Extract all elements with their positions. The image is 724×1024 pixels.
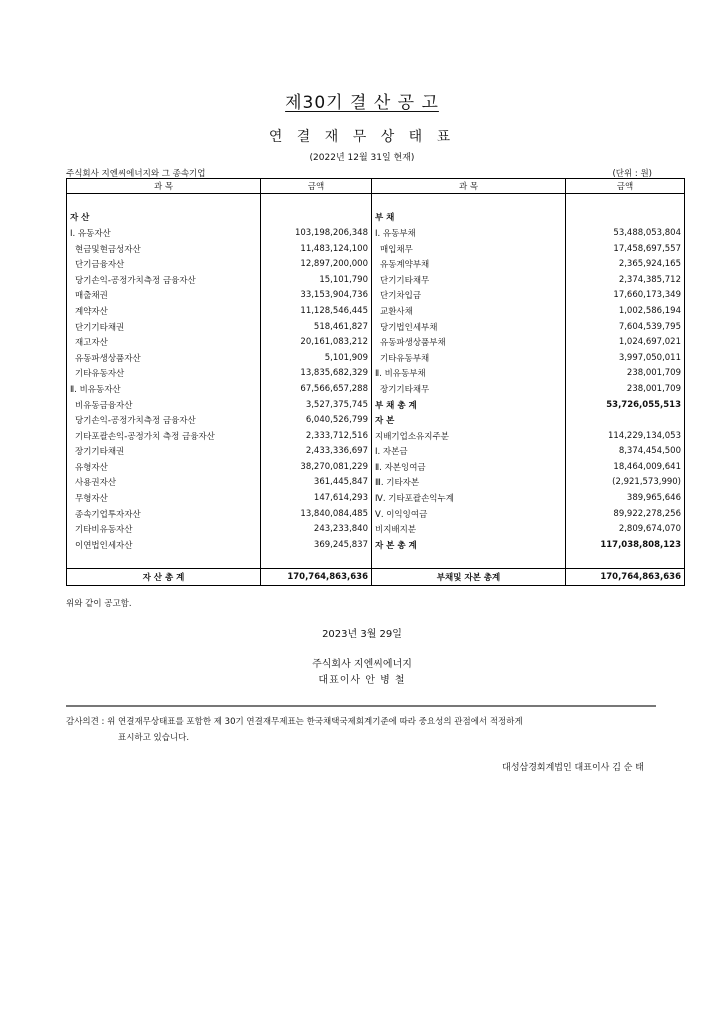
table-row <box>67 272 685 288</box>
amount-right: 2,374,385,712 <box>566 272 685 288</box>
balance-sheet-table <box>66 178 685 586</box>
account-right: 당기법인세부채 <box>372 319 566 335</box>
account-left: 기타포괄손익-공정가치 측정 금융자산 <box>67 428 261 444</box>
header-account-left: 과 목 <box>67 179 261 194</box>
amount-left: 20,161,083,212 <box>261 334 372 350</box>
amount-left: 13,835,682,329 <box>261 366 372 382</box>
table-row <box>67 256 685 272</box>
amount-right: 89,922,278,256 <box>566 506 685 522</box>
amount-right: 7,604,539,795 <box>566 319 685 335</box>
statement-date: (2022년 12월 31일 현재) <box>309 153 415 163</box>
table-row <box>67 366 685 382</box>
table-row <box>67 350 685 366</box>
amount-left: 12,897,200,000 <box>261 256 372 272</box>
account-right: Ⅰ. 유동부채 <box>372 225 566 241</box>
amount-left: 15,101,790 <box>261 272 372 288</box>
amount-right: 238,001,709 <box>566 366 685 382</box>
amount-left: 243,233,840 <box>261 521 372 537</box>
amount-right: 8,374,454,500 <box>566 444 685 460</box>
account-left: 비유동금융자산 <box>67 397 261 413</box>
announcement-title: 제30기 결 산 공 고 <box>285 93 439 113</box>
amount-right <box>566 210 685 226</box>
amount-right: 2,365,924,165 <box>566 256 685 272</box>
amount-right: 17,660,173,349 <box>566 288 685 304</box>
table-row <box>67 381 685 397</box>
amount-right: 114,229,134,053 <box>566 428 685 444</box>
account-left: 사용권자산 <box>67 475 261 491</box>
account-left: Ⅱ. 비유동자산 <box>67 381 261 397</box>
amount-left: 147,614,293 <box>261 490 372 506</box>
amount-left: 3,527,375,745 <box>261 397 372 413</box>
amount-left: 67,566,657,288 <box>261 381 372 397</box>
amount-left: 361,445,847 <box>261 475 372 491</box>
amount-right <box>566 412 685 428</box>
amount-left: 38,270,081,229 <box>261 459 372 475</box>
account-right: Ⅱ. 자본잉여금 <box>372 459 566 475</box>
amount-left: 518,461,827 <box>261 319 372 335</box>
unit-label: (단위 : 원) <box>612 169 652 179</box>
table-row <box>67 490 685 506</box>
amount-left <box>261 210 372 226</box>
account-right: 단기차입금 <box>372 288 566 304</box>
auditor-signature: 대성삼경회계법인 대표이사 김 순 태 <box>502 763 644 773</box>
account-left: 기타유동자산 <box>67 366 261 382</box>
account-left: 현금및현금성자산 <box>67 241 261 257</box>
account-right: Ⅳ. 기타포괄손익누계 <box>372 490 566 506</box>
table-header-row <box>67 179 685 194</box>
gap-row <box>67 553 685 569</box>
spacer-row <box>67 194 685 210</box>
announcement-date: 2023년 3월 29일 <box>322 629 402 640</box>
amount-right: (2,921,573,990) <box>566 475 685 491</box>
amount-left: 13,840,084,485 <box>261 506 372 522</box>
account-right: 지배기업소유지주분 <box>372 428 566 444</box>
account-right: 매입채무 <box>372 241 566 257</box>
account-right: Ⅲ. 기타자본 <box>372 475 566 491</box>
amount-left: 2,333,712,516 <box>261 428 372 444</box>
amount-right: 1,002,586,194 <box>566 303 685 319</box>
account-left: 재고자산 <box>67 334 261 350</box>
amount-left: 103,198,206,348 <box>261 225 372 241</box>
total-liab-equity-label: 부채및 자본 총계 <box>372 569 566 586</box>
account-left: 단기금융자산 <box>67 256 261 272</box>
account-right: 유동파생상품부채 <box>372 334 566 350</box>
account-left: 단기기타채권 <box>67 319 261 335</box>
amount-right: 2,809,674,070 <box>566 521 685 537</box>
account-left: 유동파생상품자산 <box>67 350 261 366</box>
table-row <box>67 303 685 319</box>
account-left: 당기손익-공정가치측정 금융자산 <box>67 272 261 288</box>
divider <box>66 705 656 707</box>
amount-left: 11,483,124,100 <box>261 241 372 257</box>
table-row <box>67 225 685 241</box>
amount-left: 2,433,336,697 <box>261 444 372 460</box>
amount-right: 18,464,009,641 <box>566 459 685 475</box>
table-row <box>67 444 685 460</box>
amount-right: 3,997,050,011 <box>566 350 685 366</box>
amount-right: 17,458,697,557 <box>566 241 685 257</box>
table-row <box>67 475 685 491</box>
total-liab-equity-value: 170,764,863,636 <box>566 569 685 586</box>
table-row <box>67 537 685 553</box>
total-assets-label: 자 산 총 계 <box>67 569 261 586</box>
account-right: Ⅰ. 자본금 <box>372 444 566 460</box>
table-row <box>67 459 685 475</box>
header-amount-right: 금액 <box>566 179 685 194</box>
table-footer <box>67 553 685 586</box>
announcement-note: 위와 같이 공고함. <box>66 599 132 609</box>
account-right: 단기기타채무 <box>372 272 566 288</box>
account-left: 기타비유동자산 <box>67 521 261 537</box>
account-right: 부 채 총 계 <box>372 397 566 413</box>
account-left: 무형자산 <box>67 490 261 506</box>
account-right: 비지배지분 <box>372 521 566 537</box>
account-left: 계약자산 <box>67 303 261 319</box>
company-label: 주식회사 지엔씨에너지와 그 종속기업 <box>66 169 206 179</box>
statement-title: 연 결 재 무 상 태 표 <box>268 129 456 145</box>
account-right: 부 채 <box>372 210 566 226</box>
account-left: 자 산 <box>67 210 261 226</box>
account-left: 매출채권 <box>67 288 261 304</box>
total-assets-value: 170,764,863,636 <box>261 569 372 586</box>
amount-right: 1,024,697,021 <box>566 334 685 350</box>
audit-opinion-line2: 표시하고 있습니다. <box>118 733 190 743</box>
table-row <box>67 288 685 304</box>
header-account-right: 과 목 <box>372 179 566 194</box>
amount-left: 5,101,909 <box>261 350 372 366</box>
amount-right: 53,488,053,804 <box>566 225 685 241</box>
amount-right: 389,965,646 <box>566 490 685 506</box>
table-row <box>67 428 685 444</box>
account-right: 자 본 총 계 <box>372 537 566 553</box>
table-body <box>67 194 685 553</box>
account-left: 이연법인세자산 <box>67 537 261 553</box>
account-left: Ⅰ. 유동자산 <box>67 225 261 241</box>
amount-left: 369,245,837 <box>261 537 372 553</box>
account-right: 자 본 <box>372 412 566 428</box>
table-row <box>67 412 685 428</box>
amount-right: 238,001,709 <box>566 381 685 397</box>
amount-right: 53,726,055,513 <box>566 397 685 413</box>
account-left: 유형자산 <box>67 459 261 475</box>
table-row <box>67 210 685 226</box>
account-left: 장기기타채권 <box>67 444 261 460</box>
account-right: 유동계약부채 <box>372 256 566 272</box>
table-row <box>67 397 685 413</box>
representative: 대표이사 안 병 철 <box>318 675 406 686</box>
total-row <box>67 569 685 586</box>
header-amount-left: 금액 <box>261 179 372 194</box>
account-left: 당기손익-공정가치측정 금융자산 <box>67 412 261 428</box>
amount-left: 6,040,526,799 <box>261 412 372 428</box>
table-row <box>67 521 685 537</box>
amount-left: 33,153,904,736 <box>261 288 372 304</box>
account-right: Ⅱ. 비유동부채 <box>372 366 566 382</box>
amount-left: 11,128,546,445 <box>261 303 372 319</box>
account-right: 교환사채 <box>372 303 566 319</box>
account-right: 기타유동부채 <box>372 350 566 366</box>
account-left: 종속기업투자자산 <box>67 506 261 522</box>
table-row <box>67 334 685 350</box>
amount-right: 117,038,808,123 <box>566 537 685 553</box>
account-right: Ⅴ. 이익잉여금 <box>372 506 566 522</box>
company-name: 주식회사 지엔씨에너지 <box>312 659 412 670</box>
account-right: 장기기타채무 <box>372 381 566 397</box>
table-row <box>67 506 685 522</box>
audit-opinion-line1: 감사의견 : 위 연결재무상태표를 포함한 제 30기 연결재무제표는 한국채택국제회계기준에 따라 중요성의 관점에서 적정하게 <box>66 717 523 727</box>
table-row <box>67 319 685 335</box>
table-row <box>67 241 685 257</box>
